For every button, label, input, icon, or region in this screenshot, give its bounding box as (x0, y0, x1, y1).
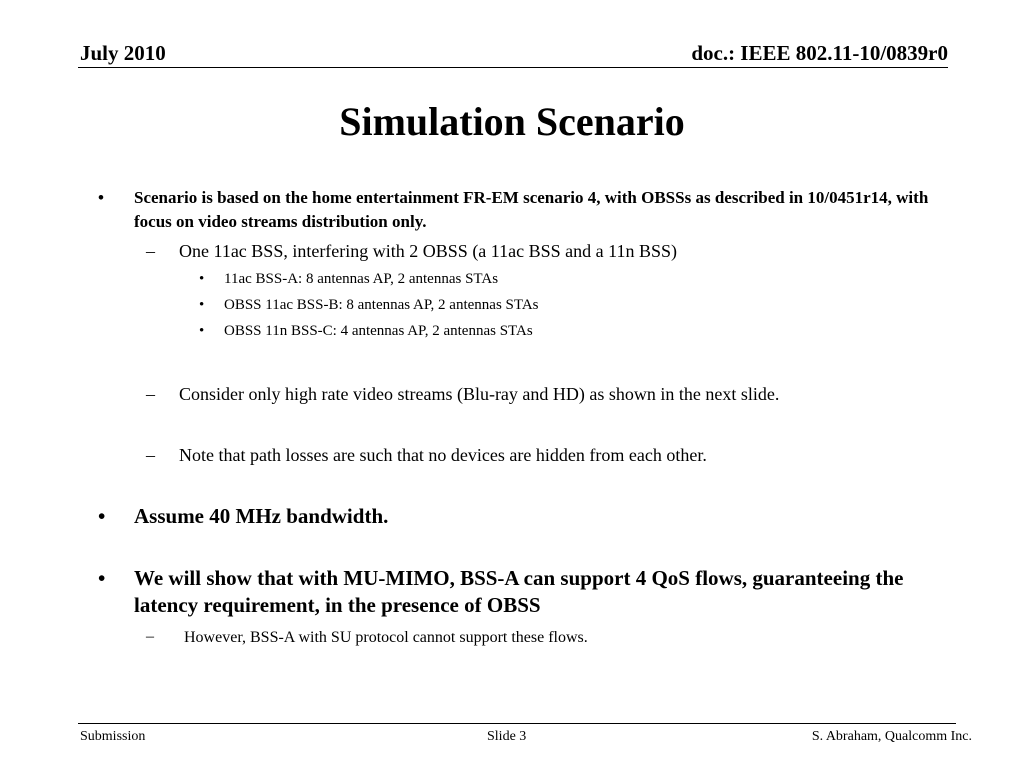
footer-slide-number: Slide 3 (487, 729, 527, 744)
dash-icon: – (146, 384, 155, 404)
item-bss-b: OBSS 11ac BSS-B: 8 antennas AP, 2 antennas STAs (224, 297, 539, 313)
slide-title: Simulation Scenario (339, 99, 685, 144)
bullet-scenario: Scenario is based on the home entertainment FR-EM scenario 4, with OBSSs as described in 10/0451r14, with focus on video streams distribution only. (134, 188, 929, 231)
dash-icon: – (146, 445, 155, 465)
subbullet-video-streams: Consider only high rate video streams (Blu-ray and HD) as shown in the next slide. (179, 384, 780, 404)
subbullet-path-losses: Note that path losses are such that no devices are hidden from each other. (179, 445, 707, 465)
dash-icon: – (146, 241, 155, 261)
header-date: July 2010 (80, 41, 166, 65)
footer-submission: Submission (80, 729, 146, 744)
bullet-icon: • (98, 188, 104, 207)
sub-bullet-icon: • (199, 271, 205, 287)
item-bss-a: 11ac BSS-A: 8 antennas AP, 2 antennas STAs (224, 271, 499, 287)
sub-bullet-icon: • (199, 323, 205, 339)
sub-bullet-icon: • (199, 297, 205, 313)
subbullet-bss-config: One 11ac BSS, interfering with 2 OBSS (a 11ac BSS and a 11n BSS) (179, 241, 677, 261)
item-bss-c: OBSS 11n BSS-C: 4 antennas AP, 2 antennas STAs (224, 323, 533, 339)
subbullet-su-protocol: However, BSS-A with SU protocol cannot support these flows. (184, 629, 588, 646)
header-doc-id: doc.: IEEE 802.11-10/0839r0 (691, 41, 948, 65)
bullet-icon: • (98, 504, 106, 528)
bullet-bandwidth: Assume 40 MHz bandwidth. (134, 504, 389, 528)
dash-icon: – (146, 628, 154, 645)
header-divider (78, 67, 948, 68)
bullet-mu-mimo: We will show that with MU-MIMO, BSS-A can support 4 QoS flows, guaranteeing the latency requirement, in the presence of OBSS (134, 566, 904, 617)
footer-divider (78, 723, 956, 724)
bullet-icon: • (98, 566, 106, 590)
footer-author: S. Abraham, Qualcomm Inc. (811, 729, 972, 744)
